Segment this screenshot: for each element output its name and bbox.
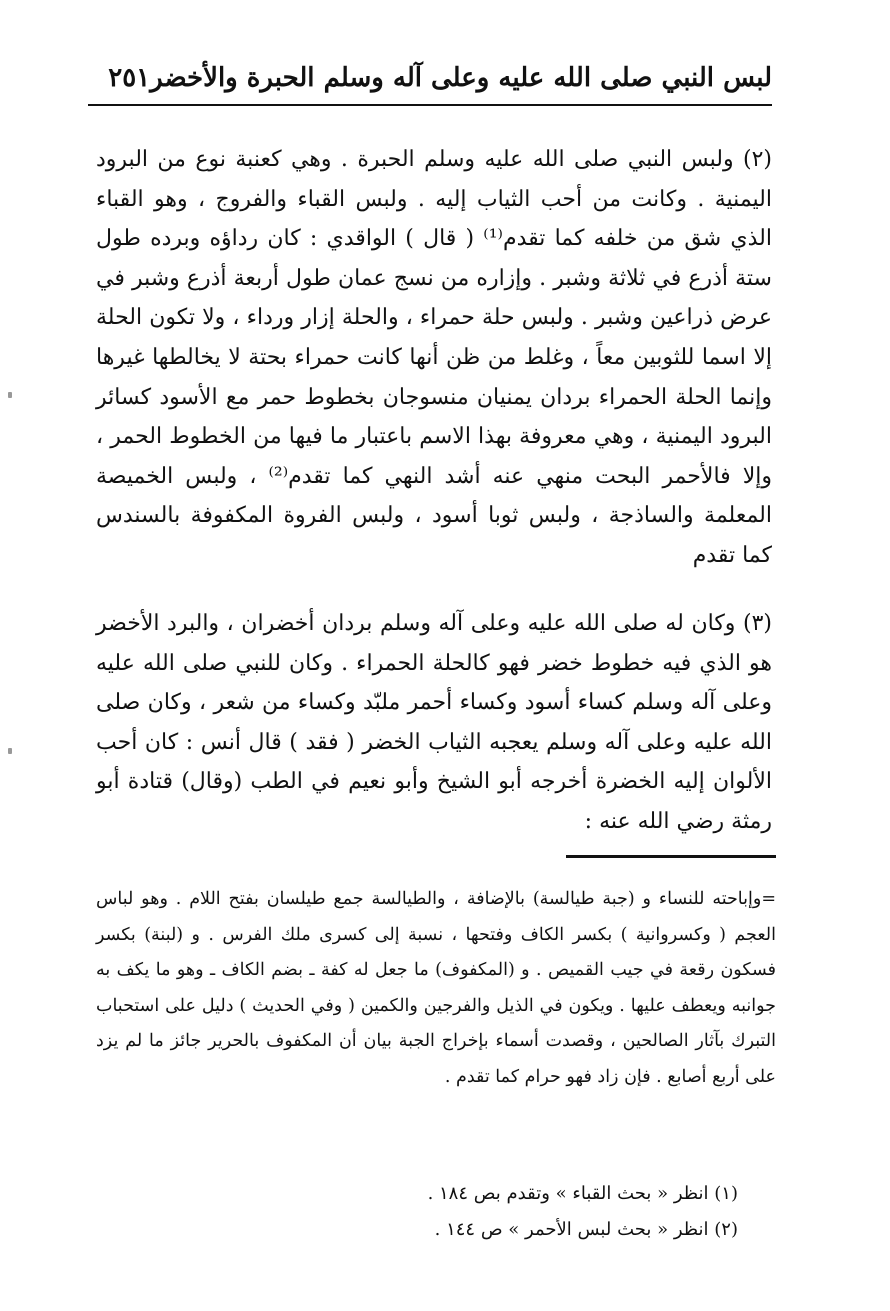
paragraph-2-text: (٢) ولبس النبي صلى الله عليه وسلم الحبرة . وهي كعنبة نوع من البرود اليمنية . وكانت من أحب الثياب إليه . ولبس القباء والفروج ، وهو القباء الذي شق من خلفه كما تقدم⁽¹⁾ ( قال ) الواقدي : كان رداؤه وبرده طول ستة أذرع في ثلاثة وشبر . وإزاره من نسج عمان طول أربعة أذرع وشبر في عرض ذراعين وشبر . ولبس حلة حمراء ، والحلة إزار ورداء ، ولا تكون الحلة إلا اسما للثوبين معاً ، وغلط من ظن أنها كانت حمراء بحتة لا يخالطها غيرها وإنما الحلة الحمراء بردان يمنيان منسوجان بخطوط حمر مع الأسود كسائر البرود اليمنية ، وهي معروفة بهذا الاسم باعتبار ما فيها من الخطوط الحمر ، وإلا فالأحمر البحت منهي عنه أشد النهي كما تقدم⁽²⁾ ، ولبس الخميصة المعلمة والساذجة ، ولبس ثوبا أسود ، ولبس الفروة المكفوفة بالسندس كما تقدم (96, 147, 773, 568)
paragraph-3-text: (٣) وكان له صلى الله عليه وعلى آله وسلم بردان أخضران ، والبرد الأخضر هو الذي فيه خطوط خضر فهو كالحلة الحمراء . وكان للنبي صلى الله عليه وعلى آله وسلم كساء أسود وكساء أحمر ملبّد وكساء من شعر ، وكان صلى الله عليه وعلى آله وسلم يعجبه الثياب الخضر ( فقد ) قال أنس : كان أحب الألوان إليه الخضرة أخرجه أبو الشيخ وأبو نعيم في الطب (وقال) قتادة أبو رمثة رضي الله عنه : (96, 611, 773, 834)
header-rule (88, 104, 772, 106)
footnote-1: (١) انظر « بحث القباء » وتقدم بص ١٨٤ . (427, 1183, 738, 1204)
page-number: ٢٥١ (108, 63, 151, 93)
running-title: لبس النبي صلى الله عليه وعلى آله وسلم الحبرة والأخضر (150, 63, 772, 93)
footnote-list (300, 1176, 738, 1248)
paragraph-3 (96, 604, 772, 834)
footnote-continuation-text: =وإباحته للنساء و (جبة طيالسة) بالإضافة ، والطيالسة جمع طيلسان بفتح اللام . وهو لباس العجم ( وكسروانية ) بكسر الكاف وفتحها ، نسبة إلى كسرى ملك الفرس . و (لبنة) بكسر فسكون رقعة في جيب القميص . و (المكفوف) ما جعل له كفة ـ بضم الكاف ـ وهو ما يكف به جوانبه ويعطف عليها . ويكون في الذيل والفرجين والكمين ( وفي الحديث ) دليل على استحباب التبرك بآثار الصالحين ، وقصدت أسماء بإخراج الجبة بيان أن المكفوف بالحرير جائز ما لم يزد على أربع أصابع . فإن زاد فهو حرام كما تقدم . (96, 889, 776, 1087)
paragraph-2 (96, 140, 772, 580)
footnote-continuation (96, 882, 776, 1095)
footnote-2: (٢) انظر « بحث لبس الأحمر » ص ١٤٤ . (434, 1219, 738, 1240)
footnote-separator (566, 855, 776, 858)
margin-speck (8, 392, 12, 398)
margin-speck (8, 748, 12, 754)
page-header (88, 50, 772, 106)
